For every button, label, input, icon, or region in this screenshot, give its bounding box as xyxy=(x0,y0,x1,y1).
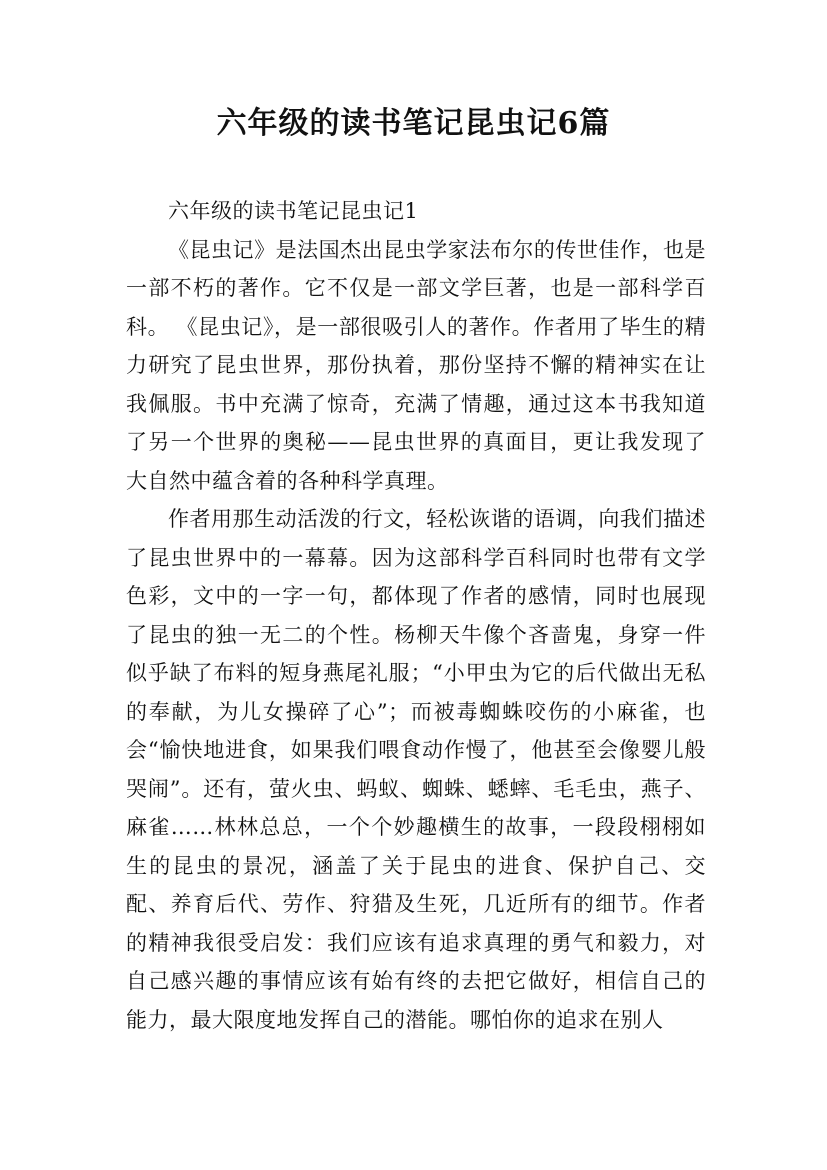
paragraph: 《昆虫记》是法国杰出昆虫学家法布尔的传世佳作，也是一部不朽的著作。它不仅是一部文学巨著，也是一部科学百科。 《昆虫记》，是一部很吸引人的著作。作者用了毕生的精力研究了昆虫世界，那份执着，那份坚持不懈的精神实在让我佩服。书中充满了惊奇，充满了情趣，通过这本书我知道了另一个世界的奥秘——昆虫世界的真面目，更让我发现了大自然中蕴含着的各种科学真理。 xyxy=(126,237,706,493)
document-body xyxy=(126,192,706,1039)
document-title: 六年级的读书笔记昆虫记6篇 xyxy=(216,106,611,141)
section-heading: 六年级的读书笔记昆虫记1 xyxy=(168,199,419,223)
paragraph: 作者用那生动活泼的行文，轻松诙谐的语调，向我们描述了昆虫世界中的一幕幕。因为这部科学百科同时也带有文学色彩，文中的一字一句，都体现了作者的感情，同时也展现了昆虫的独一无二的个性。杨柳天牛像个吝啬鬼，身穿一件似乎缺了布料的短身燕尾礼服；“小甲虫为它的后代做出无私的奉献，为儿女操碎了心”；而被毒蜘蛛咬伤的小麻雀，也会“愉快地进食，如果我们喂食动作慢了，他甚至会像婴儿般哭闹”。还有，萤火虫、蚂蚁、蜘蛛、蟋蟀、毛毛虫，燕子、麻雀……林林总总，一个个妙趣横生的故事，一段段栩栩如生的昆虫的景况，涵盖了关于昆虫的进食、保护自己、交配、养育后代、劳作、狩猎及生死，几近所有的细节。作者的精神我很受启发：我们应该有追求真理的勇气和毅力，对自己感兴趣的事情应该有始有终的去把它做好，相信自己的能力，最大限度地发挥自己的潜能。哪怕你的追求在别人 xyxy=(126,507,706,1032)
